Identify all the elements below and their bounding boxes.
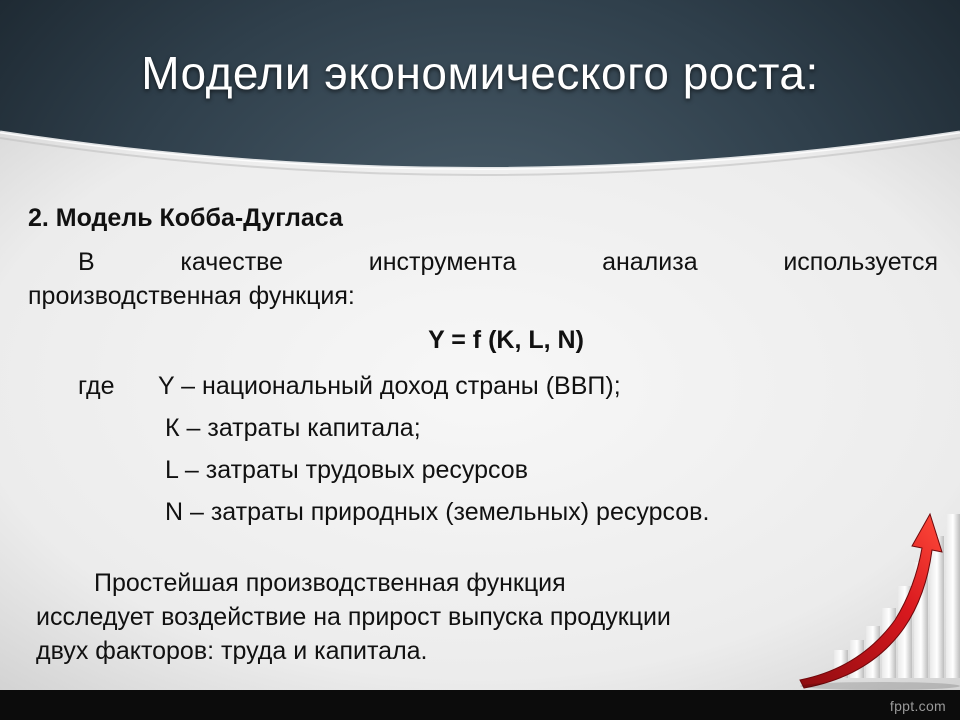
intro-word: В (78, 248, 95, 276)
intro-line-2: производственная функция: (28, 282, 355, 310)
summary-paragraph (36, 566, 806, 668)
model-subheading: 2. Модель Кобба-Дугласа (28, 204, 343, 232)
slide-title: Модели экономического роста: (141, 47, 819, 99)
intro-line-1 (28, 245, 938, 279)
brand-watermark: fppt.com (889, 698, 946, 714)
intro-word: используется (783, 248, 938, 276)
summary-line: Простейшая производственная функция (94, 569, 566, 597)
definition-item (78, 452, 709, 494)
summary-line: исследует воздействие на прирост выпуска продукции (36, 603, 671, 631)
intro-paragraph (28, 245, 938, 313)
intro-word: анализа (602, 248, 698, 276)
footer-bar (0, 690, 960, 720)
definition-item (78, 410, 709, 452)
definition-text: L – затраты трудовых ресурсов (165, 456, 528, 484)
definition-text: Y – национальный доход страны (ВВП); (158, 372, 621, 400)
definition-text: К – затраты капитала; (165, 414, 421, 442)
definitions-list (78, 368, 709, 536)
definition-item (78, 368, 709, 410)
growth-bars (834, 514, 960, 678)
summary-line: двух факторов: труда и капитала. (36, 637, 428, 665)
intro-word: качестве (180, 248, 284, 276)
red-arrow-growth-bars-icon (790, 500, 960, 690)
definitions-lead: где (78, 372, 115, 400)
intro-word: инструмента (368, 248, 517, 276)
production-function-formula: Y = f (K, L, N) (428, 326, 584, 354)
definition-item (78, 494, 709, 536)
definition-text: N – затраты природных (земельных) ресурсов. (165, 498, 710, 526)
